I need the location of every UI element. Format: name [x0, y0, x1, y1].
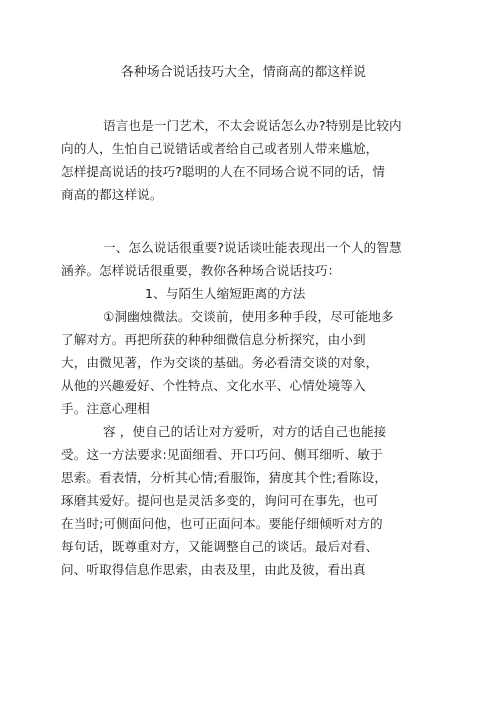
text-line: ①洞幽烛微法。交谈前，使用多种手段，尽可能地多 — [103, 309, 394, 324]
document-title: 各种场合说话技巧大全，情商高的都这样说 — [121, 65, 367, 80]
text-line: 向的人，生怕自己说错话或者给自己或者别人带来尴尬， — [61, 141, 379, 156]
text-line: 怎样提高说话的技巧?聪明的人在不同场合说不同的话，情 — [61, 164, 386, 179]
text-line: 受。这一方法要求:见面细看、开口巧问、侧耳细听、敏于 — [61, 447, 383, 462]
text-line: 手。注意心理相 — [61, 401, 150, 416]
text-line: 每句话，既尊重对方，又能调整自己的谈话。最后对看、 — [61, 539, 379, 554]
text-line: 商高的都这样说。 — [61, 187, 163, 202]
text-line: 琢磨其爱好。提问也是灵活多变的，询问可在事先，也可 — [61, 493, 379, 508]
text-line: 一、怎么说话很重要?说话谈吐能表现出一个人的智慧 — [103, 240, 402, 255]
text-line: 涵养。怎样说话很重要，教你各种场合说话技巧： — [61, 263, 341, 278]
text-line: 从他的兴趣爱好、个性特点、文化水平、心情处境等入 — [61, 378, 366, 393]
text-line: 容 ，使自己的话让对方爱听，对方的话自己也能接 — [103, 424, 387, 439]
text-line: 问、听取得信息作思索，由表及里，由此及彼，看出真 — [61, 562, 366, 577]
text-line: 了解对方。再把所获的种种细微信息分析探究，由小到 — [61, 332, 366, 347]
text-line: 大，由微见著，作为交谈的基础。务必看清交谈的对象， — [61, 355, 379, 370]
text-line: 思索。看表情，分析其心情;看服饰，猜度其个性;看陈设， — [61, 470, 388, 485]
section-heading: 1、与陌生人缩短距离的方法 — [145, 286, 306, 301]
text-line: 在当时;可侧面问他，也可正面问本。要能仔细倾听对方的 — [61, 516, 383, 531]
text-line: 语言也是一门艺术，不太会说话怎么办?特别是比较内 — [103, 118, 402, 133]
